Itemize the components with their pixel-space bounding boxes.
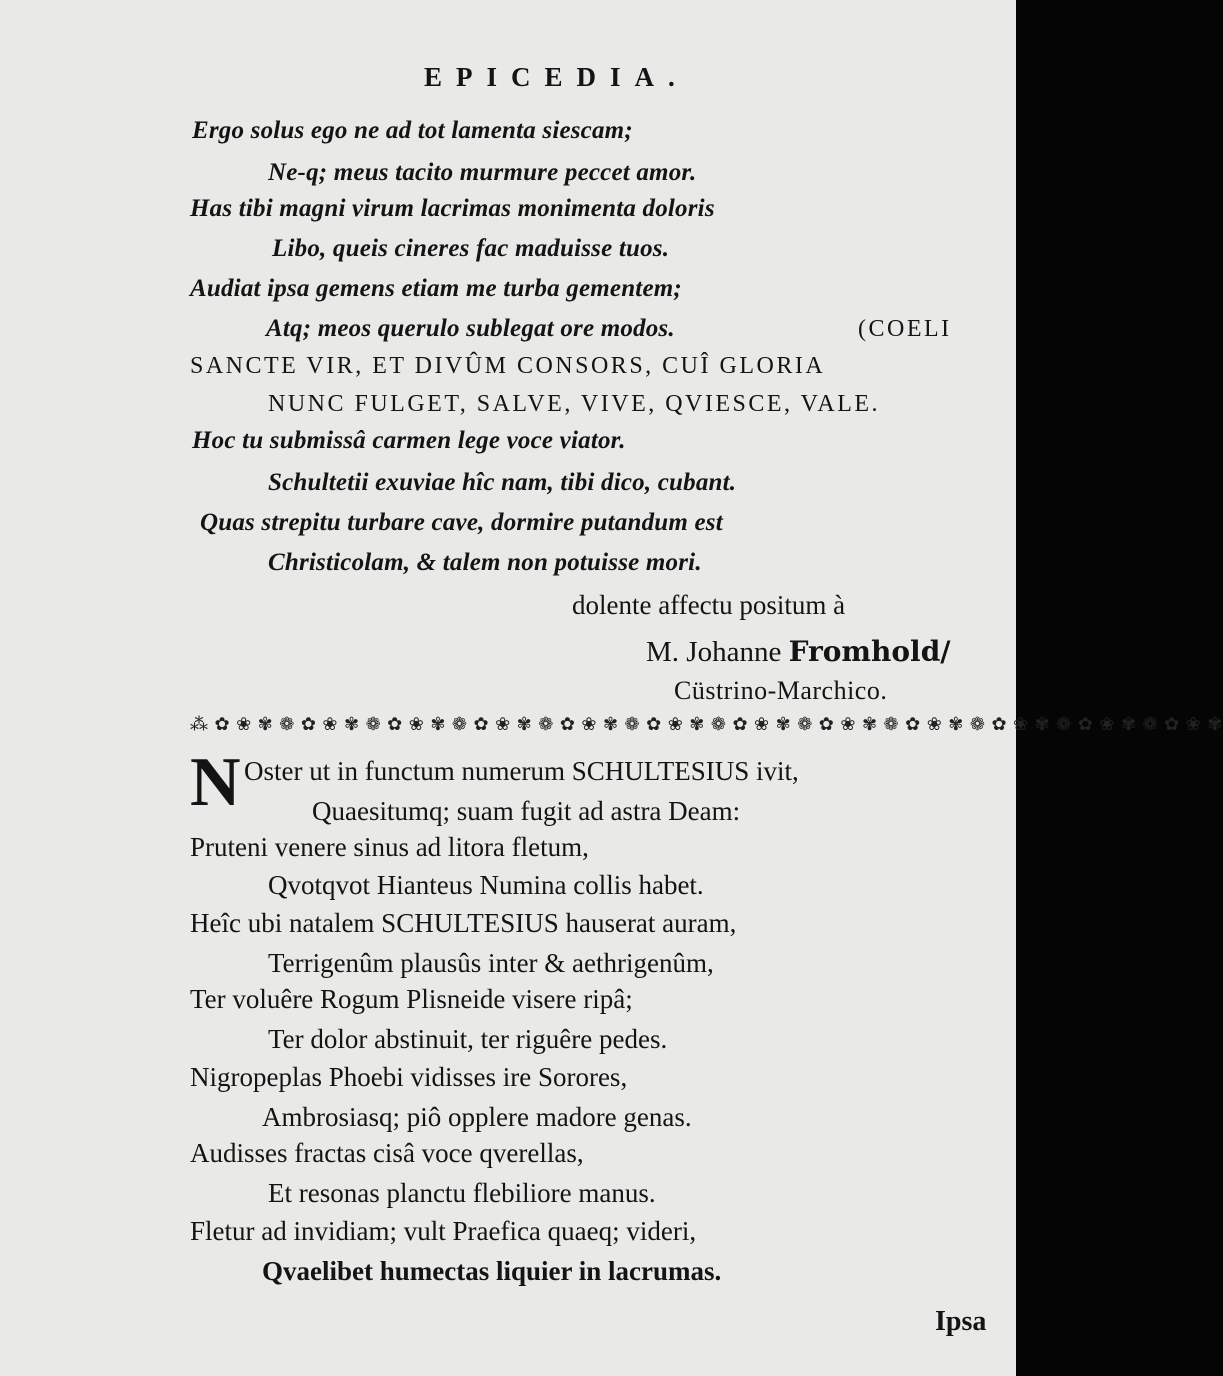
page-header: EPICEDIA. [424, 62, 689, 92]
signature-line-1: dolente affectu positum à [572, 590, 846, 620]
poem2-line-12: Et resonas planctu flebiliore manus. [268, 1178, 656, 1208]
poem1-line-8: SANCTE VIR, ET DIVÛM CONSORS, CUÎ GLORIA [190, 353, 826, 379]
poem1-line-3: Has tibi magni virum lacrimas monimenta doloris [190, 195, 715, 222]
signature-line-3: Cüstrino-Marchico. [674, 676, 888, 705]
poem2-line-7: Ter voluêre Rogum Plisneide visere ripâ; [190, 984, 633, 1014]
poem2-line-9: Nigropeplas Phoebi vidisses ire Sorores, [190, 1062, 628, 1092]
ornament-divider: ⁂ ✿ ❀ ✾ ❁ ✿ ❀ ✾ ❁ ✿ ❀ ✾ ❁ ✿ ❀ ✾ ❁ ✿ ❀ ✾ ❁ ✿ ❀ ✾ ❁ ✿ ❀ ✾ ❁ ✿ ❀ ✾ ❁ ✿ ❀ ✾ ❁ ✿ ❀ ✾ ❁ ✿ ❀ ✾ ❁ ✿ ❀ ✾ [190, 714, 1223, 734]
poem1-line-5: Audiat ipsa gemens etiam me turba gementem; [190, 275, 682, 302]
poem2-line-6: Terrigenûm plausûs inter & aethrigenûm, [268, 948, 714, 978]
signature-name: M. Johanne [646, 636, 782, 668]
poem2-line-14: Qvaelibet humectas liquier in lacrumas. [262, 1256, 722, 1286]
poem2-line-3: Pruteni venere sinus ad litora fletum, [190, 832, 589, 862]
poem2-line-13: Fletur ad invidiam; vult Praefica quaeq; videri, [190, 1216, 697, 1246]
poem1-line-12: Quas strepitu turbare cave, dormire putandum est [200, 509, 723, 536]
poem1-line-2: Ne-q; meus tacito murmure peccet amor. [268, 159, 697, 186]
poem1-line-11: Schultetii exuviae hîc nam, tibi dico, cubant. [268, 469, 737, 496]
poem2-line-5: Heîc ubi natalem SCHULTESIUS hauserat auram, [190, 908, 737, 938]
poem1-line-7: (COELI [858, 316, 952, 342]
poem2-line-8: Ter dolor abstinuit, ter riguêre pedes. [268, 1024, 668, 1054]
poem1-line-10: Hoc tu submissâ carmen lege voce viator. [192, 427, 626, 454]
poem1-line-13: Christicolam, & talem non potuisse mori. [268, 549, 702, 576]
poem1-line-4: Libo, queis cineres fac maduisse tuos. [272, 235, 670, 262]
poem2-line-4: Qvotqvot Hianteus Numina collis habet. [268, 870, 704, 900]
poem1-line-1: Ergo solus ego ne ad tot lamenta siescam; [192, 117, 633, 144]
drop-cap: N [190, 744, 241, 821]
signature-surname-blackletter: Fromhold/ [788, 635, 951, 668]
catchword: Ipsa [935, 1306, 987, 1337]
poem1-line-9: NUNC FULGET, SALVE, VIVE, QVIESCE, VALE. [268, 391, 881, 417]
poem2-line-1: Oster ut in functum numerum SCHULTESIUS ivit, [244, 756, 799, 786]
poem2-line-11: Audisses fractas cisâ voce qverellas, [190, 1138, 584, 1168]
signature-line-2 [646, 635, 951, 668]
poem2-line-2: Quaesitumq; suam fugit ad astra Deam: [312, 796, 741, 826]
poem1-line-6: Atq; meos querulo sublegat ore modos. [266, 315, 675, 342]
poem2-line-10: Ambrosiasq; piô opplere madore genas. [262, 1102, 692, 1132]
